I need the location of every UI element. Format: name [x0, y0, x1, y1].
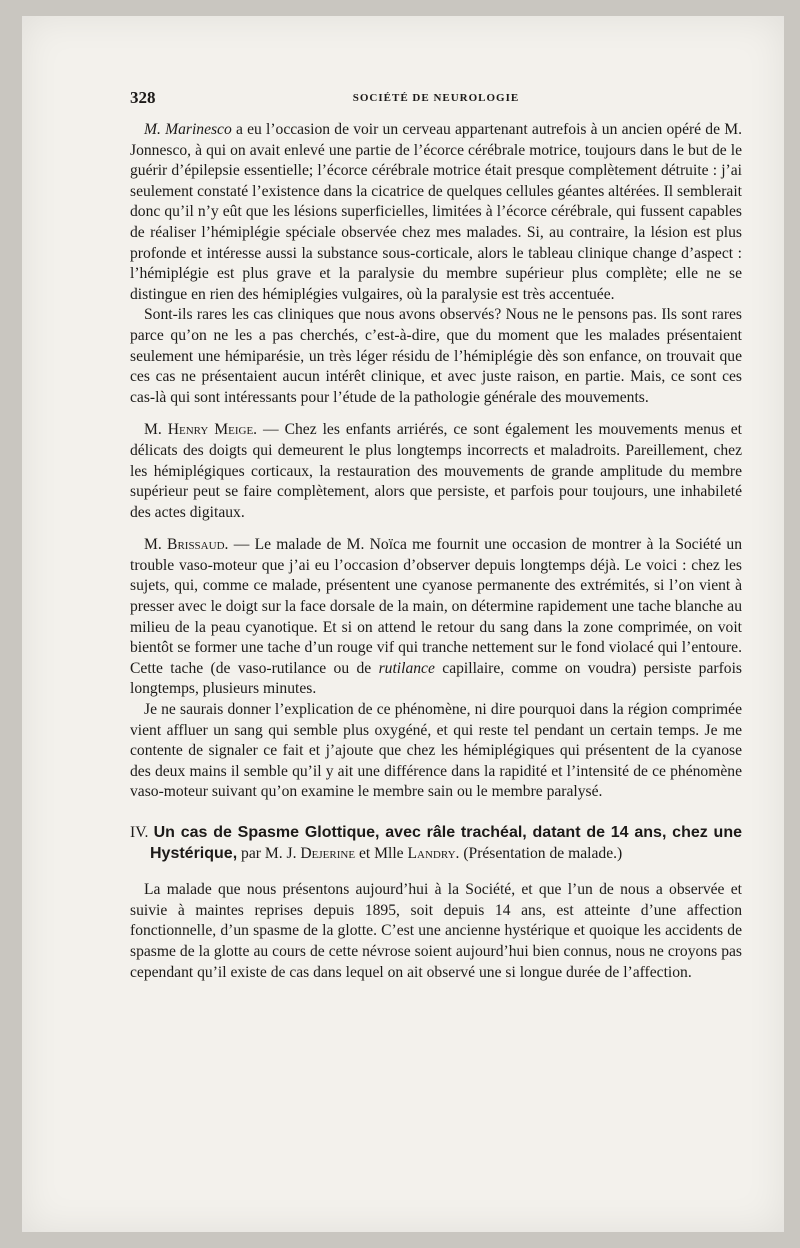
section-heading [130, 823, 742, 864]
article-body [130, 120, 742, 983]
section-authors-mid: et Mlle [358, 844, 404, 862]
paragraph-text: capillaire, comme on voudra) persiste parfois longtemps, plusieurs minutes. [130, 659, 742, 698]
paragraph-text: — Chez les enfants arriérés, ce sont également les mouvements menus et délicats des doigts qui demeurent le plus longtemps incorrects et maladroits. Pareillement, chez les hémiplégiques corticaux, la restauration des mouvements de grande amplitude du membre supérieur peut se faire complètement, alors que persiste, et parfois pour toujours, une inhabileté des actes digitaux. [130, 421, 742, 521]
page-header [130, 88, 742, 110]
paragraph-text: — Le malade de M. Noïca me fournit une occasion de montrer à la Société un trouble vaso-moteur que j’ai eu l’occasion d’observer depuis longtemps déjà. Le voici : chez les sujets, qui, comme ce malade, présentent une cyanose permanente des extrémités, si l’on vient à presser avec le doigt sur la face dorsale de la main, on détermine rapidement une tache blanche au milieu de la peau cyanotique. Et si on attend le retour du sang dans la zone comprimée, on voit bientôt se former une tache d’un rouge vif qui tranche nettement sur le fond violacé qui l’entoure. Cette tache (de vaso-rutilance ou de [130, 536, 742, 677]
paragraph-brissaud [130, 535, 742, 700]
scanned-page [22, 16, 784, 1232]
section-authors-prefix: par M. J. [241, 844, 297, 862]
italic-term: rutilance [378, 659, 435, 677]
paragraph-marinesco [130, 120, 742, 305]
paragraph-explanation: Je ne saurais donner l’explication de ce phénomène, ni dire pourquoi dans la région comprimée vient affluer un sang qui semble plus oxygéné, et qui reste tel pendant un certain temps. Je me contente de signaler ce fait et j’ajoute que chez les hémiplégiques qui présentent de la cyanose des deux mains il semble qu’il y ait une différence dans la rapidité et l’intensité de ce phénomène vaso-moteur suivant qu’on examine le membre sain ou le membre paralysé. [130, 701, 742, 801]
paragraph-meige [130, 420, 742, 523]
running-title: SOCIÉTÉ DE NEUROLOGIE [352, 92, 520, 104]
section-note: (Présentation de malade.) [463, 844, 623, 862]
paragraph-case: La malade que nous présentons aujourd’hui à la Société, et que l’un de nous a observée et suivie à maintes reprises depuis 1895, soit depuis 14 ans, est atteinte d’une affection fonctionnelle, d’un spasme de la glotte. C’est une ancienne hystérique et quoique les accidents de spasme de la glotte au cours de cette névrose soient aujourd’hui bien connus, nous ne croyons pas cependant qu’il existe de cas dans lequel on ait observé une si longue durée de l’affection. [130, 881, 742, 981]
author-dejerine: Dejerine [300, 844, 356, 862]
speaker-marinesco: M. Marinesco [144, 121, 232, 138]
paragraph-text: a eu l’occasion de voir un cerveau appartenant autrefois à un ancien opéré de M. Jonnesco, à qui on avait enlevé une partie de l’écorce cérébrale motrice, toujours dans le but de le guérir d’épilepsie essentielle; l’écorce cérébrale motrice était presque complètement détruite : j’ai seulement constaté l’existence dans la cicatrice de quelques cellules géantes altérées. Il semblerait donc qu’il n’y eût que les lésions superficielles, limitées à l’écorce cérébrale, qui fussent capables de réaliser l’hémiplégie spéciale observée chez mes malades. Si, au contraire, la lésion est plus profonde et intéresse aussi la substance sous-corticale, alors le tableau clinique change d’aspect : l’hémiplégie est plus grave et la paralysie du membre supérieur plus complète; elle ne se distingue en rien des hémiplégies vulgaires, où la paralysie est très accentuée. [130, 121, 742, 303]
page-number: 328 [130, 88, 156, 107]
speaker-meige: M. Henry Meige. [144, 421, 258, 439]
speaker-brissaud: M. Brissaud. [144, 536, 229, 554]
section-title: Un cas de Spasme Glottique, avec râle trachéal, datant de 14 ans, chez une Hystérique, [150, 824, 742, 862]
paragraph-rarity: Sont-ils rares les cas cliniques que nous avons observés? Nous ne le pensons pas. Ils sont rares parce qu’on ne les a pas cherchés, c’est-à-dire, que du moment que les malades présentaient seulement une hémiparésie, un très léger résidu de l’hémiplégie dès son enfance, on trouvait que ces cas ne présentaient aucun intérêt clinique, et avec juste raison, en partie. Mais, ce sont ces cas-là qui sont intéressants pour l’étude de la pathologie générale des mouvements. [130, 306, 742, 406]
author-landry: Landry. [407, 844, 460, 862]
section-number: IV. [130, 824, 149, 841]
